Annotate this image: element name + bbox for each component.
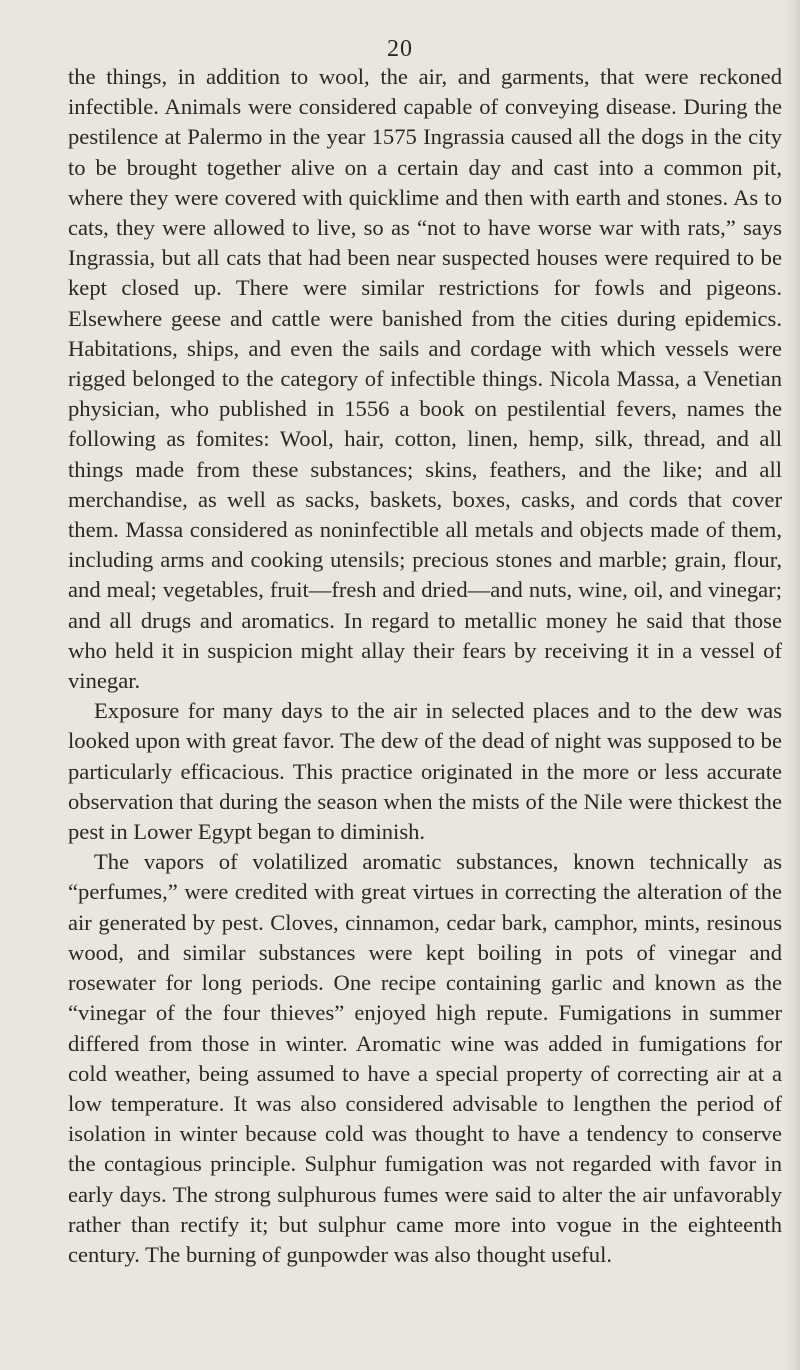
page-number: 20 [387,36,413,62]
body-text [68,62,782,1270]
page-edge-shadow [786,0,800,1370]
paragraph-exposure: Exposure for many days to the air in selected places and to the dew was looked upon with great favor. The dew of the dead of night was supposed to be particularly efficacious. This practice originated in the more or less accurate observation that during the season when the mists of the Nile were thickest the pest in Lower Egypt began to diminish. [68,698,782,845]
paragraph-fomites: the things, in addition to wool, the air, and garments, that were reckoned infectible. Animals were considered capable of conveying disease. During the pestilence at Palermo in the year 1575 Ingrassia caused all the dogs in the city to be brought together alive on a certain day and cast into a common pit, where they were covered with quicklime and then with earth and stones. As to cats, they were allowed to live, so as “not to have worse war with rats,” says Ingrassia, but all cats that had been near suspected houses were required to be kept closed up. There were similar restrictions for fowls and pigeons. Elsewhere geese and cattle were banished from the cities during epidemics. Habitations, ships, and even the sails and cordage with which vessels were rigged belonged to the category of infectible things. Nicola Massa, a Venetian physician, who published in 1556 a book on pestilential fevers, names the following as fomites: Wool, hair, cotton, linen, hemp, silk, thread, and all things made from these substances; skins, feathers, and the like; and all merchandise, as well as sacks, baskets, boxes, casks, and cords that cover them. Massa considered as noninfectible all metals and objects made of them, including arms and cooking utensils; precious stones and marble; grain, flour, and meal; vegetables, fruit—fresh and dried—and nuts, wine, oil, and vinegar; and all drugs and aromatics. In regard to metallic money he said that those who held it in suspicion might allay their fears by receiving it in a vessel of vinegar. [68,64,782,694]
paragraph-perfumes: The vapors of volatilized aromatic substances, known technically as “perfumes,” were credited with great virtues in correcting the alteration of the air generated by pest. Cloves, cinnamon, cedar bark, camphor, mints, resinous wood, and similar substances were kept boiling in pots of vinegar and rosewater for long periods. One recipe containing garlic and known as the “vinegar of the four thieves” enjoyed high repute. Fumigations in summer differed from those in winter. Aromatic wine was added in fumigations for cold weather, being assumed to have a special property of correcting air at a low temperature. It was also considered advisable to lengthen the period of isolation in winter because cold was thought to have a tendency to conserve the contagious principle. Sulphur fumigation was not regarded with favor in early days. The strong sulphurous fumes were said to alter the air unfavorably rather than rectify it; but sulphur came more into vogue in the eighteenth century. The burning of gunpowder was also thought useful. [68,849,782,1267]
